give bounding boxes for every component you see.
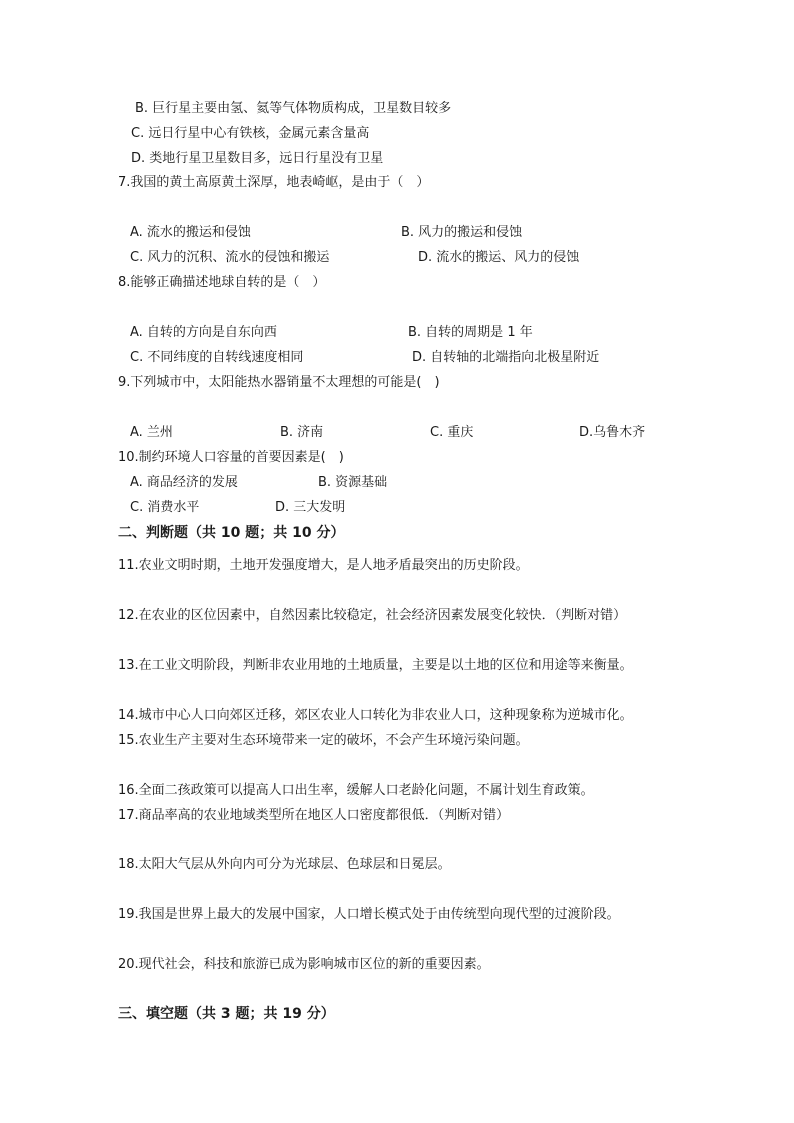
q8-option-b: B. 自转的周期是 1 年 bbox=[408, 325, 533, 340]
q7-option-a: A. 流水的搬运和侵蚀 bbox=[130, 225, 251, 240]
judgment-item-20: 20.现代社会，科技和旅游已成为影响城市区位的新的重要因素。 bbox=[118, 957, 490, 972]
section-3-heading: 三、填空题（共 3 题；共 19 分） bbox=[118, 1006, 335, 1022]
q10-option-c: C. 消费水平 bbox=[130, 500, 200, 515]
q8-stem: 8.能够正确描述地球自转的是（ ） bbox=[118, 275, 326, 290]
section-2-heading: 二、判断题（共 10 题；共 10 分） bbox=[118, 525, 345, 541]
q7-option-c: C. 风力的沉积、流水的侵蚀和搬运 bbox=[130, 250, 330, 265]
q7-option-d: D. 流水的搬运、风力的侵蚀 bbox=[418, 250, 580, 265]
q10-option-a: A. 商品经济的发展 bbox=[130, 475, 238, 490]
q8-option-a: A. 自转的方向是自东向西 bbox=[130, 325, 277, 340]
judgment-item-19: 19.我国是世界上最大的发展中国家，人口增长模式处于由传统型向现代型的过渡阶段。 bbox=[118, 907, 620, 922]
q7-option-b: B. 风力的搬运和侵蚀 bbox=[401, 225, 523, 240]
judgment-item-12: 12.在农业的区位因素中，自然因素比较稳定，社会经济因素发展变化较快．（判断对错） bbox=[118, 608, 627, 623]
judgment-item-17: 17.商品率高的农业地域类型所在地区人口密度都很低．（判断对错） bbox=[118, 808, 510, 823]
q6-option-c: C. 远日行星中心有铁核，金属元素含量高 bbox=[131, 126, 370, 141]
q10-option-b: B. 资源基础 bbox=[318, 475, 388, 490]
q8-option-d: D. 自转轴的北端指向北极星附近 bbox=[412, 350, 600, 365]
judgment-item-11: 11.农业文明时期，土地开发强度增大，是人地矛盾最突出的历史阶段。 bbox=[118, 558, 529, 573]
q9-option-c: C. 重庆 bbox=[430, 425, 474, 440]
q9-option-b: B. 济南 bbox=[280, 425, 324, 440]
q6-option-b: B. 巨行星主要由氢、氦等气体物质构成，卫星数目较多 bbox=[135, 101, 452, 116]
q9-option-d: D.乌鲁木齐 bbox=[579, 425, 646, 440]
judgment-item-14: 14.城市中心人口向郊区迁移，郊区农业人口转化为非农业人口，这种现象称为逆城市化。 bbox=[118, 708, 633, 723]
judgment-item-16: 16.全面二孩政策可以提高人口出生率，缓解人口老龄化问题，不属计划生育政策。 bbox=[118, 783, 594, 798]
q9-stem: 9.下列城市中，太阳能热水器销量不太理想的可能是( ) bbox=[118, 375, 440, 390]
judgment-item-13: 13.在工业文明阶段，判断非农业用地的土地质量，主要是以土地的区位和用途等来衡量。 bbox=[118, 658, 633, 673]
q10-stem: 10.制约环境人口容量的首要因素是( ) bbox=[118, 450, 344, 465]
judgment-item-18: 18.太阳大气层从外向内可分为光球层、色球层和日冕层。 bbox=[118, 857, 451, 872]
q7-stem: 7.我国的黄土高原黄土深厚，地表崎岖，是由于（ ） bbox=[118, 175, 430, 190]
q8-option-c: C. 不同纬度的自转线速度相同 bbox=[130, 350, 304, 365]
q6-option-d: D. 类地行星卫星数目多，远日行星没有卫星 bbox=[131, 151, 384, 166]
q10-option-d: D. 三大发明 bbox=[275, 500, 346, 515]
q9-option-a: A. 兰州 bbox=[130, 425, 173, 440]
judgment-item-15: 15.农业生产主要对生态环境带来一定的破坏，不会产生环境污染问题。 bbox=[118, 733, 529, 748]
